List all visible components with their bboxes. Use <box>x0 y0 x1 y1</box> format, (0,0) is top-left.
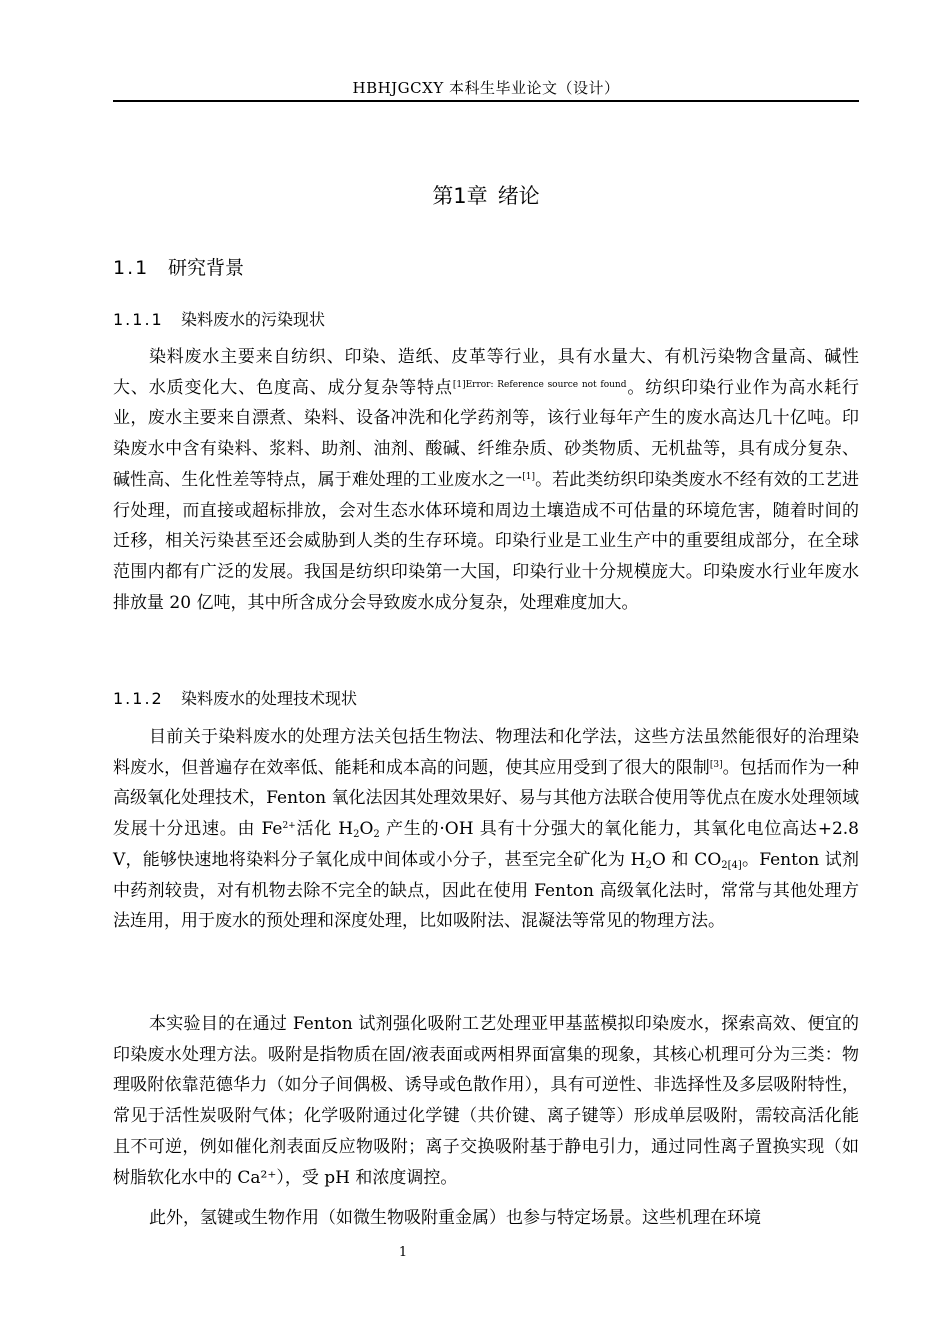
chapter-title <box>113 180 859 210</box>
page-number: 1 <box>398 1245 408 1260</box>
text-run: 染料废水主要来自纺织、印染、造纸、皮革等行业，具有水量大、有机污染物含量高、碱性大、水质变化大、色度高、成分复杂等特点 <box>113 347 859 398</box>
text-run: O 和 CO <box>651 849 722 870</box>
text-run: 。纺织印染行业作为高水耗行业，废水主要来自漂煮、染料、设备冲洗和化学药剂等，该行业每年产生的废水高达几十亿吨。印染废水中含有染料、浆料、助剂、油剂、酸碱、纤维杂质、砂类物质、无机盐等，具有成分复杂、碱性高、生化性差等特点，属于难处理的工业废水之一 <box>113 377 860 490</box>
section-number: 1.1 <box>113 257 150 279</box>
page-header: HBHJGCXY 本科生毕业论文（设计） <box>352 79 620 97</box>
chapter-number: 第1章 <box>432 184 488 208</box>
chapter-name: 绪论 <box>497 184 540 208</box>
header-rule <box>113 100 859 102</box>
paragraph-experiment-purpose: 本实验目的在通过 Fenton 试剂强化吸附工艺处理亚甲基蓝模拟印染废水，探索高效、便宜的印染废水处理方法。吸附是指物质在固/液表面或两相界面富集的现象，其核心机理可分为三类：物理吸附依靠范德华力（如分子间偶极、诱导或色散作用），具有可逆性、非选择性及多层吸附特性，常见于活性炭吸附气体；化学吸附通过化学键（共价键、离子键等）形成单层吸附，需较高活化能且不可逆，例如催化剂表面反应物吸附；离子交换吸附基于静电引力，通过同性离子置换实现（如树脂软化水中的 Ca²⁺），受 pH 和浓度调控。 <box>113 1014 859 1188</box>
subscript: 2 <box>645 859 652 871</box>
subsection-heading-1-1-1 <box>113 307 325 330</box>
text-run: 目前关于染料废水的处理方法关包括生物法、物理法和化学法，这些方法虽然能很好的治理染料废水，但普遍存在效率低、能耗和成本高的问题，使其应用受到了很大的限制 <box>113 727 859 778</box>
subsection-number: 1.1.2 <box>113 689 164 708</box>
text-run: 。Fenton 试剂中药剂较贵，对有机物去除不完全的缺点，因此在使用 Fenton 高级氧化法时，常常与其他处理方法连用，用于废水的预处理和深度处理，比如吸附法、混凝法等常见的物理方法。 <box>113 849 859 932</box>
paragraph-treatment-status <box>113 722 859 937</box>
text-run: 。若此类纺织印染类废水不经有效的工艺进行处理，而直接或超标排放，会对生态水体环境和周边土壤造成不可估量的环境危害，随着时间的迁移，相关污染甚至还会威胁到人类的生存环境。印染行业是工业生产中的重要组成部分，在全球范围内都有广泛的发展。我国是纺织印染第一大国，印染行业十分规模庞大。印染废水行业年废水排放量 20 亿吨，其中所含成分会导致废水成分复杂，处理难度加大。 <box>113 469 860 613</box>
subsection-title: 染料废水的污染现状 <box>181 310 326 329</box>
subscript: 2 <box>353 829 360 841</box>
section-heading-1-1 <box>113 253 244 280</box>
paragraph-additional: 此外，氢键或生物作用（如微生物吸附重金属）也参与特定场景。这些机理在环境 <box>149 1208 761 1228</box>
superscript: 2+ <box>282 821 296 832</box>
section-title: 研究背景 <box>168 257 245 279</box>
text-run: O <box>359 819 374 840</box>
subsection-number: 1.1.1 <box>113 310 164 329</box>
subscript: 2 <box>373 829 380 841</box>
paragraph-pollution-status <box>113 342 859 618</box>
text-run: 活化 H <box>295 819 354 840</box>
subsection-title: 染料废水的处理技术现状 <box>181 689 358 708</box>
citation: [1] <box>522 471 536 482</box>
subscript-citation: 2[4] <box>721 859 742 871</box>
text-run: 产生的·OH 具有十分强大的氧化能力，其氧化电位高达+2.8 V，能够快速地将染料分子氧化成中间体或小分子，甚至完全矿化为 H <box>113 819 859 870</box>
citation: [3] <box>709 759 723 770</box>
text-run: 。包括而作为一种高级氧化处理技术，Fenton 氧化法因其处理效果好、易与其他方法联合使用等优点在废水处理领域发展十分迅速。由 Fe <box>113 757 860 840</box>
citation: [1]Error: Reference source not found <box>452 379 627 390</box>
subsection-heading-1-1-2 <box>113 686 357 709</box>
